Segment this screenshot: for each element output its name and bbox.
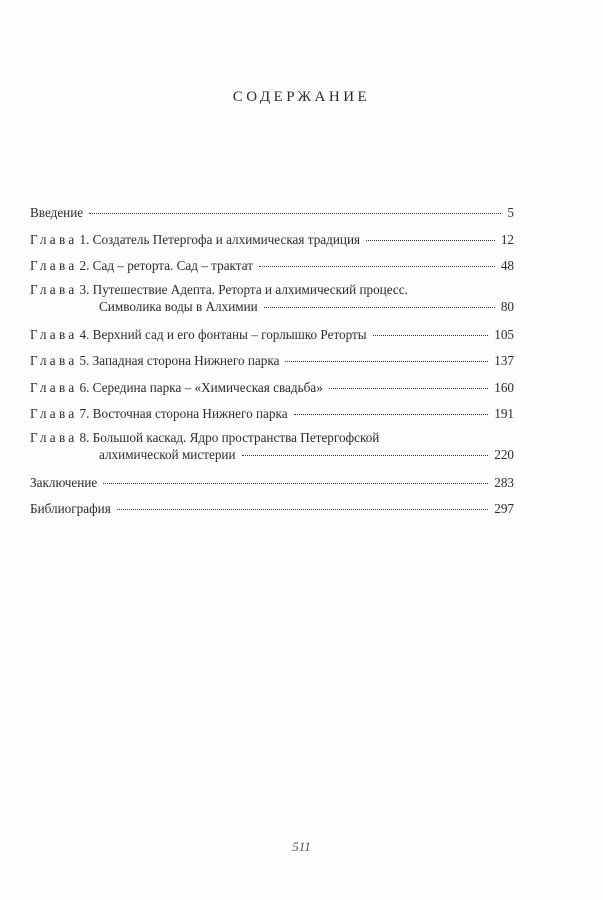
toc-entry-label: 6. Середина парка – «Химическая свадьба» <box>79 380 323 395</box>
toc-entry-label-line-1: 8. Большой каскад. Ядро пространства Петергофской <box>79 430 380 445</box>
toc-entry-chapter-6 <box>30 379 514 396</box>
chapter-prefix: Глава <box>30 353 78 368</box>
toc-page-number: 5 <box>507 205 514 220</box>
chapter-prefix: Глава <box>30 380 78 395</box>
toc-entry-chapter-1 <box>30 231 514 248</box>
toc-entry-introduction <box>30 204 514 221</box>
dot-leader <box>242 455 489 456</box>
dot-leader <box>117 509 488 510</box>
toc-entry-label: Заключение <box>30 475 98 490</box>
dot-leader <box>366 240 495 241</box>
toc-entry-label: 1. Создатель Петергофа и алхимическая традиция <box>79 232 361 247</box>
chapter-prefix: Глава <box>30 232 78 247</box>
dot-leader <box>89 213 501 214</box>
toc-page-number: 297 <box>494 501 514 516</box>
toc-page-number: 283 <box>494 475 514 490</box>
toc-entry-chapter-5 <box>30 352 514 369</box>
toc-entry-chapter-7 <box>30 405 514 422</box>
page-number: 511 <box>292 839 311 854</box>
toc-entry-label: Введение <box>30 205 84 220</box>
toc-entry-label: 4. Верхний сад и его фонтаны – горлышко Реторты <box>79 327 367 342</box>
toc-entry-label: Библиография <box>30 501 111 516</box>
dot-leader <box>294 414 489 415</box>
chapter-prefix: Глава <box>30 406 78 421</box>
toc-entry-label-line-1: 3. Путешествие Адепта. Реторта и алхимический процесс. <box>79 282 408 297</box>
toc-page-number: 80 <box>500 299 514 314</box>
dot-leader <box>259 266 495 267</box>
toc-entry-label: 5. Западная сторона Нижнего парка <box>79 353 280 368</box>
dot-leader <box>264 307 495 308</box>
toc-page-number: 12 <box>500 232 514 247</box>
toc-page-number: 220 <box>494 447 514 462</box>
toc-entry-label-line-2: Символика воды в Алхимии <box>99 299 258 314</box>
toc-entry-label: 2. Сад – реторта. Сад – трактат <box>79 258 253 273</box>
toc-entry-chapter-8 <box>30 429 514 463</box>
toc-page-number: 160 <box>494 380 514 395</box>
toc-entry-bibliography <box>30 500 514 517</box>
dot-leader <box>329 388 488 389</box>
toc-entry-chapter-2 <box>30 257 514 274</box>
page-title: СОДЕРЖАНИЕ <box>232 89 371 105</box>
toc-page-number: 48 <box>500 258 514 273</box>
chapter-prefix: Глава <box>30 258 78 273</box>
chapter-prefix: Глава <box>30 282 78 297</box>
dot-leader <box>285 361 488 362</box>
toc-entry-chapter-3 <box>30 281 514 315</box>
toc-entry-label: 7. Восточная сторона Нижнего парка <box>79 406 288 421</box>
toc-entry-chapter-4 <box>30 326 514 343</box>
toc-page-number: 191 <box>494 406 514 421</box>
dot-leader <box>373 335 489 336</box>
toc-page-number: 137 <box>494 353 514 368</box>
toc-entry-label-line-2: алхимической мистерии <box>99 447 236 462</box>
dot-leader <box>103 483 488 484</box>
chapter-prefix: Глава <box>30 430 78 445</box>
toc-page-number: 105 <box>494 327 514 342</box>
chapter-prefix: Глава <box>30 327 78 342</box>
toc-entry-conclusion <box>30 474 514 491</box>
